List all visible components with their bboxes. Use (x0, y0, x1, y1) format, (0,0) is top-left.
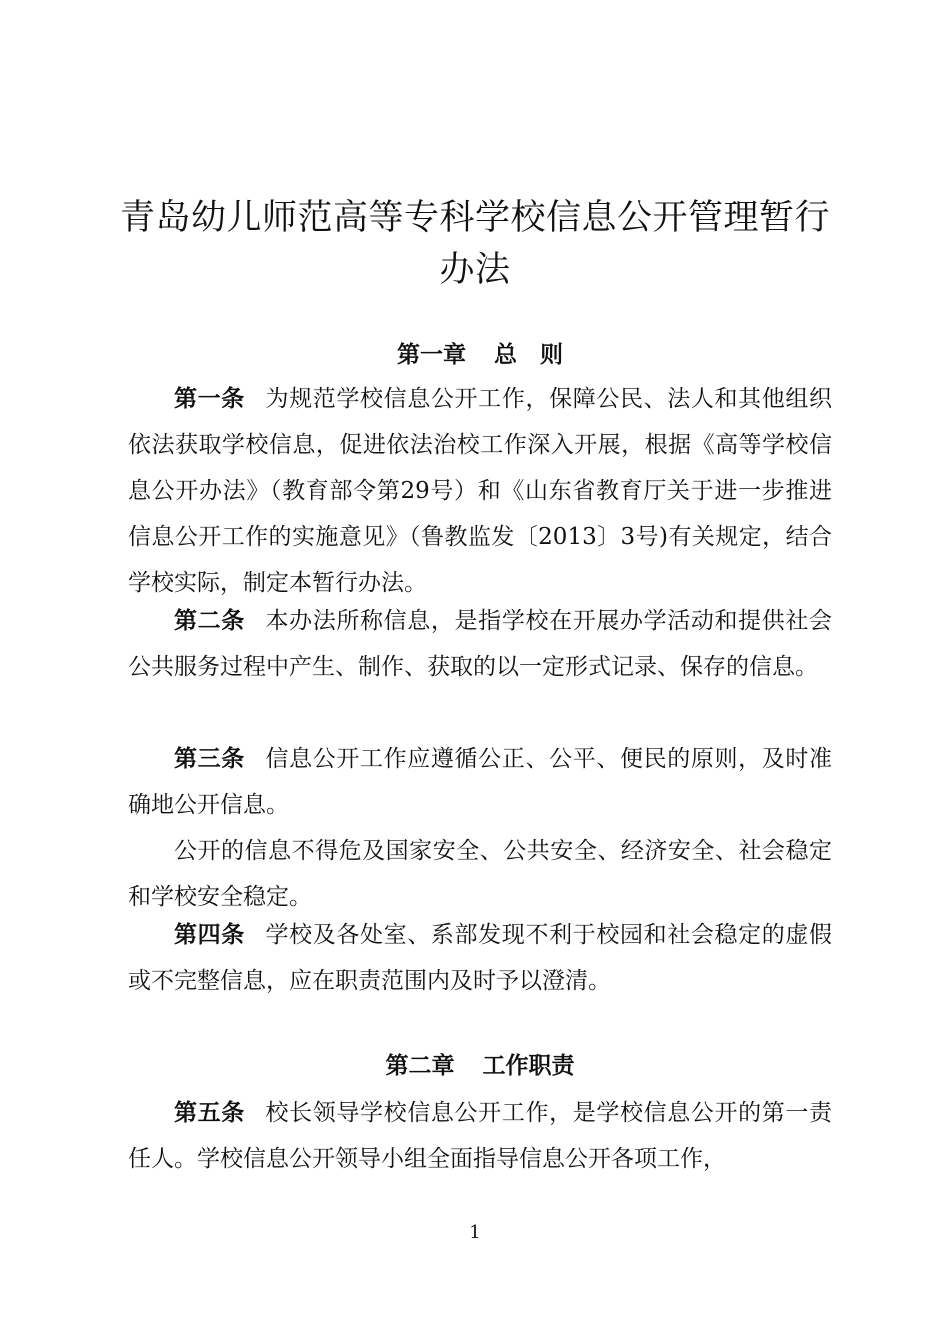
article-number: 第五条 (174, 1100, 245, 1126)
chapter-heading (128, 340, 832, 370)
chapter-number: 第一章 (397, 342, 466, 368)
article-text: 信息公开工作应遵循公正、公平、便民的原则，及时准确地公开信息。 (128, 746, 833, 818)
article-paragraph (128, 912, 832, 1004)
article-text: 为规范学校信息公开工作，保障公民、法人和其他组织依法获取学校信息，促进依法治校工作深入开展，根据《高等学校信息公开办法》（教育部令第29号）和《山东省教育厅关于进一步推进信息公开工作的实施意见》（鲁教监发〔2013〕3号)有关规定，结合学校实际，制定本暂行办法。 (128, 386, 833, 596)
chapter-name: 总 则 (494, 342, 563, 368)
article-paragraph (128, 828, 832, 920)
article-text: 学校及各处室、系部发现不利于校园和社会稳定的虚假或不完整信息，应在职责范围内及时予以澄清。 (128, 922, 833, 994)
page-number: 1 (469, 1222, 481, 1243)
chapter-number: 第二章 (385, 1053, 455, 1079)
article-paragraph (128, 1090, 832, 1182)
article-paragraph (128, 376, 832, 606)
article-number: 第一条 (174, 386, 245, 412)
article-paragraph (128, 598, 832, 690)
article-text: 本办法所称信息，是指学校在开展办学活动和提供社会公共服务过程中产生、制作、获取的以一定形式记录、保存的信息。 (128, 608, 833, 680)
article-number: 第二条 (174, 608, 245, 634)
article-number: 第四条 (174, 922, 245, 948)
document-title: 青岛幼儿师范高等专科学校信息公开管理暂行办法 (120, 198, 831, 290)
chapter-heading (128, 1051, 832, 1081)
article-paragraph (128, 736, 832, 828)
article-text: 公开的信息不得危及国家安全、公共安全、经济安全、社会稳定和学校安全稳定。 (128, 838, 832, 910)
chapter-name: 工作职责 (482, 1053, 575, 1079)
article-number: 第三条 (174, 746, 245, 772)
article-text: 校长领导学校信息公开工作，是学校信息公开的第一责任人。学校信息公开领导小组全面指导信息公开各项工作， (128, 1100, 833, 1172)
